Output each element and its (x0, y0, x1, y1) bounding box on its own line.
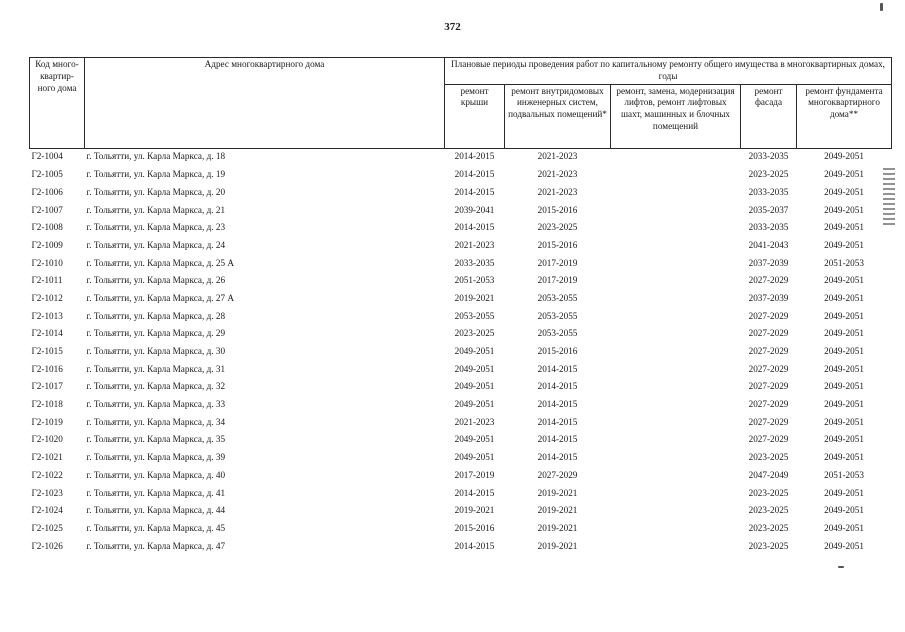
cell-systems: 2053-2055 (537, 310, 578, 321)
cell-lifts (611, 538, 741, 556)
cell-address: г. Тольятти, ул. Карла Маркса, д. 30 (86, 346, 226, 357)
table-row (30, 202, 892, 220)
cell-lifts (611, 467, 741, 485)
cell-foundation: 2049-2051 (824, 292, 864, 303)
cell-foundation: 2049-2051 (824, 204, 864, 215)
cell-systems: 2021-2023 (537, 169, 578, 180)
table-header (30, 58, 892, 149)
cell-address: г. Тольятти, ул. Карла Маркса, д. 45 (86, 522, 226, 533)
cell-facade: 2027-2029 (748, 381, 789, 392)
cell-systems: 2014-2015 (537, 434, 578, 445)
cell-systems: 2021-2023 (505, 148, 611, 166)
cell-roof: 2019-2021 (454, 292, 495, 303)
cell-systems: 2019-2021 (537, 540, 578, 551)
cell-facade: 2037-2039 (748, 257, 789, 268)
cell-systems: 2014-2015 (537, 363, 578, 374)
cell-lifts (611, 308, 741, 326)
cell-code: Г2-1025 (31, 522, 63, 533)
cell-address: г. Тольятти, ул. Карла Маркса, д. 23 (86, 222, 226, 233)
table-row (30, 308, 892, 326)
cell-roof: 2053-2055 (454, 310, 495, 321)
table-row (30, 432, 892, 450)
table-row (30, 219, 892, 237)
cell-systems: 2014-2015 (537, 452, 578, 463)
cell-foundation: 2049-2051 (824, 346, 864, 357)
cell-code: Г2-1009 (31, 239, 63, 250)
cell-facade: 2027-2029 (748, 346, 789, 357)
cell-facade: 2023-2025 (748, 540, 789, 551)
cell-facade: 2027-2029 (748, 434, 789, 445)
cell-lifts (611, 290, 741, 308)
cell-lifts (611, 396, 741, 414)
capital-repair-schedule-table (29, 57, 892, 555)
cell-systems: 2021-2023 (537, 186, 578, 197)
cell-address: г. Тольятти, ул. Карла Маркса, д. 20 (86, 186, 226, 197)
cell-facade: 2023-2025 (748, 505, 789, 516)
cell-facade: 2027-2029 (748, 310, 789, 321)
cell-roof: 2021-2023 (454, 416, 495, 427)
cell-lifts (611, 414, 741, 432)
cell-systems: 2014-2015 (537, 399, 578, 410)
cell-facade: 2027-2029 (748, 416, 789, 427)
cell-roof: 2049-2051 (454, 399, 495, 410)
cell-foundation: 2049-2051 (824, 434, 864, 445)
cell-code: Г2-1014 (31, 328, 63, 339)
cell-address: г. Тольятти, ул. Карла Маркса, д. 19 (86, 169, 226, 180)
cell-code: Г2-1018 (31, 399, 63, 410)
cell-roof: 2014-2015 (445, 148, 505, 166)
cell-roof: 2049-2051 (454, 452, 495, 463)
table-row (30, 237, 892, 255)
cell-lifts (611, 255, 741, 273)
cell-systems: 2019-2021 (537, 487, 578, 498)
cell-systems: 2017-2019 (537, 275, 578, 286)
cell-roof: 2049-2051 (454, 363, 495, 374)
cell-code: Г2-1015 (31, 346, 63, 357)
cell-roof: 2023-2025 (454, 328, 495, 339)
cell-code: Г2-1008 (31, 222, 63, 233)
cell-address: г. Тольятти, ул. Карла Маркса, д. 34 (86, 416, 226, 427)
cell-facade: 2033-2035 (748, 186, 789, 197)
scan-edge-artifact (883, 168, 895, 228)
cell-facade: 2023-2025 (748, 169, 789, 180)
header-foundation: ремонт фундамента многоквартирного дома** (797, 84, 892, 148)
cell-foundation: 2051-2053 (824, 469, 864, 480)
cell-lifts (611, 237, 741, 255)
cell-address: г. Тольятти, ул. Карла Маркса, д. 39 (86, 452, 226, 463)
cell-roof: 2015-2016 (454, 522, 495, 533)
cell-roof: 2014-2015 (454, 169, 495, 180)
cell-roof: 2051-2053 (454, 275, 495, 286)
cell-foundation: 2049-2051 (824, 328, 864, 339)
cell-lifts (611, 378, 741, 396)
cell-lifts (611, 219, 741, 237)
table-row (30, 414, 892, 432)
cell-systems: 2015-2016 (537, 239, 578, 250)
cell-lifts (611, 449, 741, 467)
cell-code: Г2-1011 (31, 275, 63, 286)
table-row (30, 255, 892, 273)
cell-foundation: 2049-2051 (824, 310, 864, 321)
header-code: Код много-квартир-ного дома (30, 58, 85, 149)
cell-lifts (611, 502, 741, 520)
cell-foundation: 2049-2051 (824, 169, 864, 180)
header-systems: ремонт внутридомовых инженерных систем, подвальных помещений* (505, 84, 611, 148)
table-row (30, 449, 892, 467)
cell-facade: 2037-2039 (748, 292, 789, 303)
table-body (30, 148, 892, 555)
cell-code: Г2-1006 (31, 186, 63, 197)
table-row (30, 502, 892, 520)
header-roof: ремонт крыши (445, 84, 505, 148)
scan-speck (880, 3, 883, 11)
cell-lifts (611, 520, 741, 538)
cell-facade: 2033-2035 (748, 222, 789, 233)
cell-roof: 2014-2015 (454, 186, 495, 197)
cell-roof: 2017-2019 (454, 469, 495, 480)
cell-facade: 2023-2025 (748, 452, 789, 463)
cell-foundation: 2049-2051 (824, 222, 864, 233)
cell-foundation: 2049-2051 (824, 399, 864, 410)
cell-lifts (611, 148, 741, 166)
cell-roof: 2019-2021 (454, 505, 495, 516)
cell-address: г. Тольятти, ул. Карла Маркса, д. 47 (86, 540, 226, 551)
cell-roof: 2033-2035 (454, 257, 495, 268)
table-row (30, 343, 892, 361)
table-row (30, 485, 892, 503)
cell-address: г. Тольятти, ул. Карла Маркса, д. 29 (86, 328, 226, 339)
cell-code: Г2-1024 (31, 505, 63, 516)
header-address: Адрес многоквартирного дома (85, 58, 445, 149)
cell-code: Г2-1021 (31, 452, 63, 463)
cell-systems: 2027-2029 (537, 469, 578, 480)
table-row (30, 325, 892, 343)
cell-facade: 2027-2029 (748, 399, 789, 410)
cell-foundation: 2049-2051 (824, 522, 864, 533)
cell-facade: 2035-2037 (748, 204, 789, 215)
cell-code: Г2-1022 (31, 469, 63, 480)
cell-address: г. Тольятти, ул. Карла Маркса, д. 31 (86, 363, 226, 374)
cell-facade: 2027-2029 (748, 363, 789, 374)
cell-lifts (611, 272, 741, 290)
cell-address: г. Тольятти, ул. Карла Маркса, д. 26 (86, 275, 226, 286)
cell-code: Г2-1012 (31, 292, 63, 303)
cell-systems: 2053-2055 (537, 328, 578, 339)
cell-code: Г2-1026 (31, 540, 63, 551)
table-row (30, 184, 892, 202)
cell-facade: 2027-2029 (748, 328, 789, 339)
cell-lifts (611, 343, 741, 361)
header-lifts: ремонт, замена, модернизация лифтов, ремонт лифтовых шахт, машинных и блочных помещений (611, 84, 741, 148)
table-row (30, 148, 892, 166)
cell-address: г. Тольятти, ул. Карла Маркса, д. 35 (86, 434, 226, 445)
table-row (30, 396, 892, 414)
cell-facade: 2041-2043 (748, 239, 789, 250)
cell-foundation: 2049-2051 (824, 416, 864, 427)
cell-address: г. Тольятти, ул. Карла Маркса, д. 40 (86, 469, 226, 480)
table-row (30, 378, 892, 396)
table-row (30, 520, 892, 538)
table-row (30, 538, 892, 556)
cell-roof: 2014-2015 (454, 487, 495, 498)
cell-code: Г2-1010 (31, 257, 63, 268)
cell-facade: 2023-2025 (748, 487, 789, 498)
cell-code: Г2-1004 (30, 148, 85, 166)
cell-code: Г2-1020 (31, 434, 63, 445)
cell-foundation: 2049-2051 (824, 186, 864, 197)
cell-roof: 2049-2051 (454, 434, 495, 445)
cell-lifts (611, 361, 741, 379)
cell-lifts (611, 432, 741, 450)
cell-systems: 2053-2055 (537, 292, 578, 303)
cell-code: Г2-1023 (31, 487, 63, 498)
cell-foundation: 2049-2051 (824, 239, 864, 250)
cell-roof: 2049-2051 (454, 346, 495, 357)
cell-code: Г2-1017 (31, 381, 63, 392)
cell-roof: 2014-2015 (454, 540, 495, 551)
cell-foundation: 2049-2051 (824, 487, 864, 498)
cell-lifts (611, 184, 741, 202)
cell-foundation: 2049-2051 (824, 505, 864, 516)
cell-lifts (611, 325, 741, 343)
cell-foundation: 2049-2051 (824, 275, 864, 286)
cell-systems: 2017-2019 (537, 257, 578, 268)
cell-systems: 2014-2015 (537, 381, 578, 392)
cell-code: Г2-1007 (31, 204, 63, 215)
cell-systems: 2014-2015 (537, 416, 578, 427)
header-facade: ремонт фасада (741, 84, 797, 148)
cell-lifts (611, 485, 741, 503)
cell-foundation: 2049-2051 (824, 540, 864, 551)
cell-address: г. Тольятти, ул. Карла Маркса, д. 44 (86, 505, 226, 516)
cell-roof: 2039-2041 (454, 204, 495, 215)
cell-lifts (611, 166, 741, 184)
cell-address: г. Тольятти, ул. Карла Маркса, д. 18 (85, 148, 445, 166)
cell-systems: 2015-2016 (537, 204, 578, 215)
cell-facade: 2023-2025 (748, 522, 789, 533)
cell-systems: 2019-2021 (537, 522, 578, 533)
cell-address: г. Тольятти, ул. Карла Маркса, д. 41 (86, 487, 226, 498)
cell-address: г. Тольятти, ул. Карла Маркса, д. 33 (86, 399, 226, 410)
cell-foundation: 2049-2051 (797, 148, 892, 166)
cell-foundation: 2049-2051 (824, 363, 864, 374)
header-periods-group: Плановые периоды проведения работ по капитальному ремонту общего имущества в многоквартирных домах, годы (445, 58, 892, 85)
cell-code: Г2-1005 (31, 169, 63, 180)
cell-foundation: 2049-2051 (824, 452, 864, 463)
cell-address: г. Тольятти, ул. Карла Маркса, д. 21 (86, 204, 226, 215)
cell-systems: 2023-2025 (537, 222, 578, 233)
cell-roof: 2021-2023 (454, 239, 495, 250)
cell-roof: 2049-2051 (454, 381, 495, 392)
page-number: 372 (444, 21, 461, 33)
table-row (30, 467, 892, 485)
cell-code: Г2-1019 (31, 416, 63, 427)
cell-address: г. Тольятти, ул. Карла Маркса, д. 32 (86, 381, 226, 392)
table-row (30, 166, 892, 184)
cell-lifts (611, 202, 741, 220)
cell-address: г. Тольятти, ул. Карла Маркса, д. 27 А (86, 292, 234, 303)
table-row (30, 361, 892, 379)
cell-facade: 2033-2035 (741, 148, 797, 166)
cell-code: Г2-1013 (31, 310, 63, 321)
header-row-top (30, 58, 892, 85)
cell-foundation: 2051-2053 (824, 257, 864, 268)
cell-code: Г2-1016 (31, 363, 63, 374)
cell-facade: 2047-2049 (748, 469, 789, 480)
cell-systems: 2015-2016 (537, 346, 578, 357)
table-row (30, 272, 892, 290)
cell-systems: 2019-2021 (537, 505, 578, 516)
cell-roof: 2014-2015 (454, 222, 495, 233)
cell-address: г. Тольятти, ул. Карла Маркса, д. 24 (86, 239, 226, 250)
cell-address: г. Тольятти, ул. Карла Маркса, д. 25 А (86, 257, 234, 268)
cell-foundation: 2049-2051 (824, 381, 864, 392)
cell-address: г. Тольятти, ул. Карла Маркса, д. 28 (86, 310, 226, 321)
scan-speck (838, 566, 844, 568)
cell-facade: 2027-2029 (748, 275, 789, 286)
table-row (30, 290, 892, 308)
